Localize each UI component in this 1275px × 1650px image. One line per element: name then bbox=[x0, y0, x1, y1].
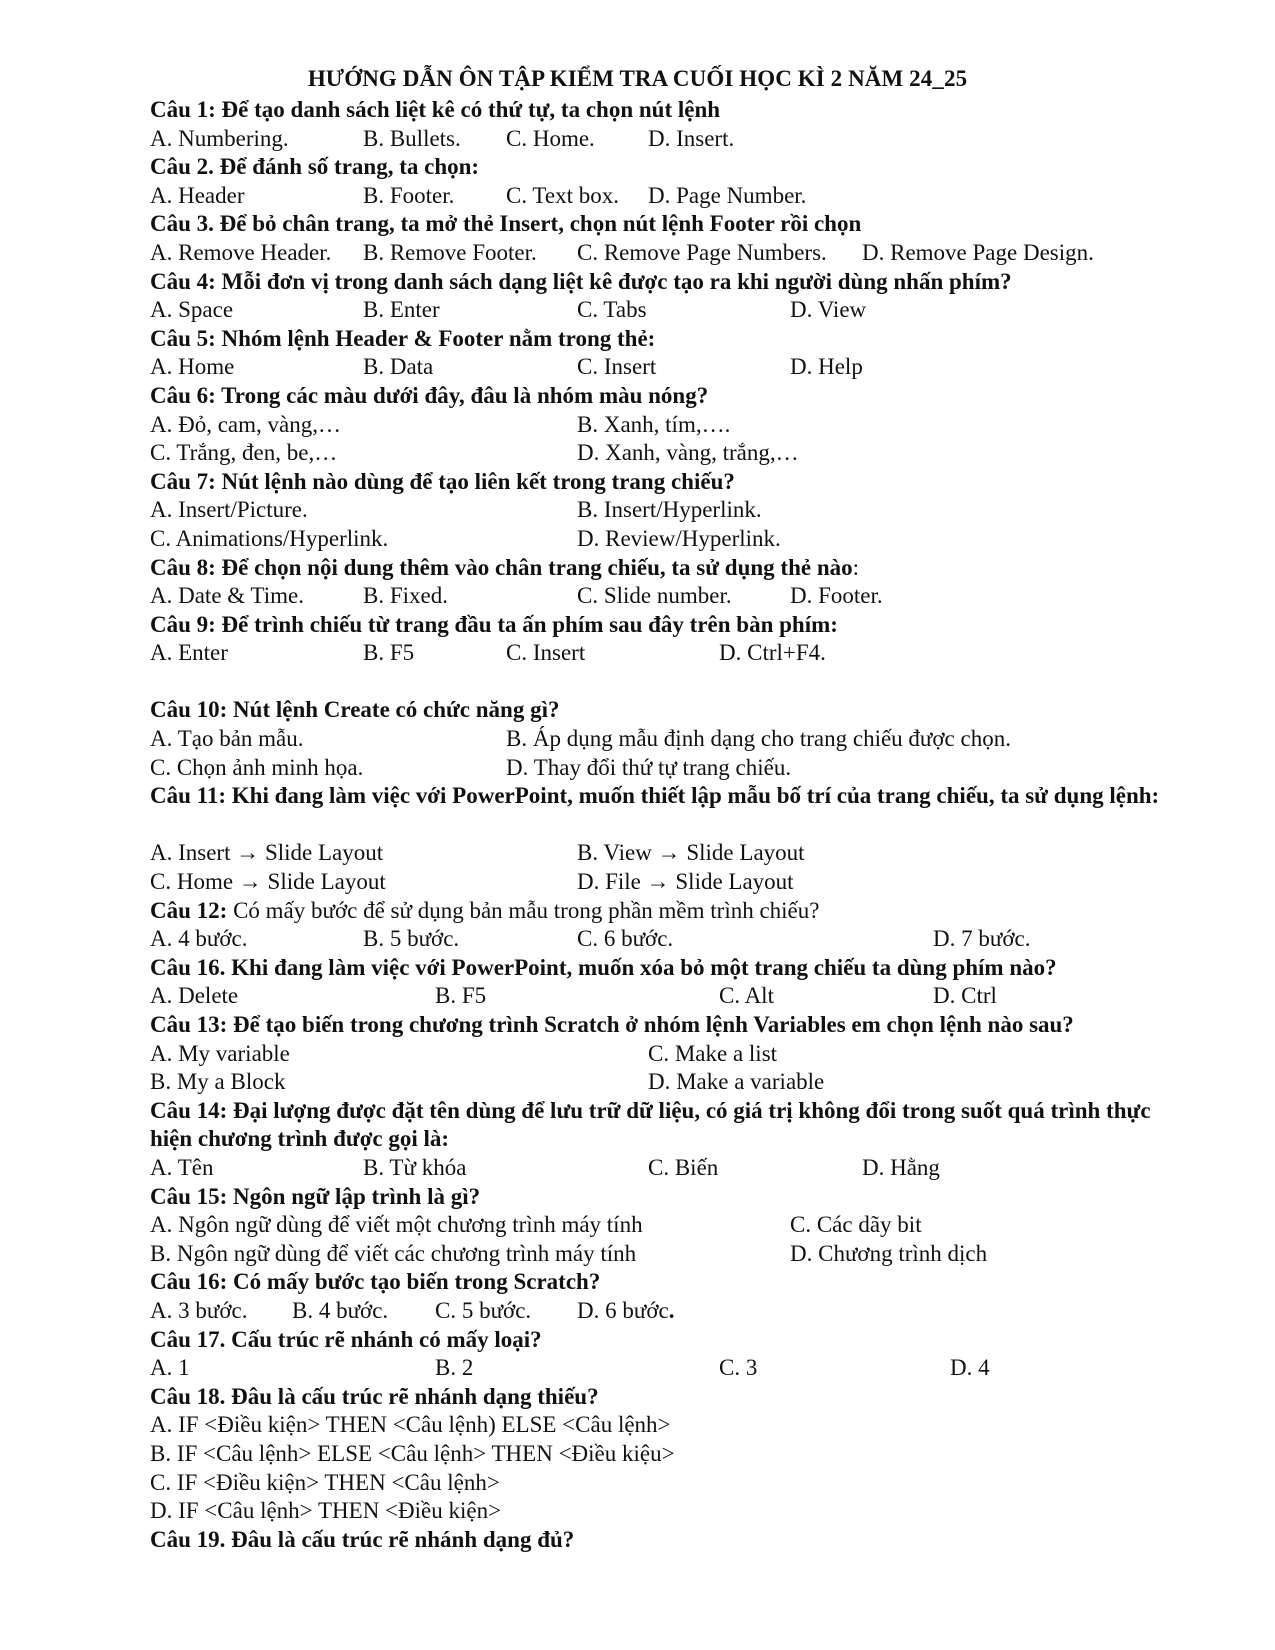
option-d: D. 7 bước. bbox=[933, 926, 1031, 952]
option-b: B. View → Slide Layout bbox=[577, 840, 805, 866]
option-c: C. Make a list bbox=[648, 1040, 778, 1066]
option-c: C. 5 bước. bbox=[435, 1297, 532, 1323]
option-a: A. Đỏ, cam, vàng,… bbox=[150, 411, 341, 437]
question-3: Câu 3. Để bỏ chân trang, ta mở thẻ Insert, chọn nút lệnh Footer rồi chọn bbox=[150, 211, 862, 237]
option-d: D. 4 bbox=[950, 1355, 990, 1381]
question-1-options bbox=[150, 125, 1190, 154]
option-c: C. Biến bbox=[648, 1154, 719, 1180]
option-d: D. Ctrl+F4. bbox=[719, 640, 826, 666]
option-b: B. 4 bước. bbox=[292, 1297, 389, 1323]
option-c: C. Animations/Hyperlink. bbox=[150, 525, 389, 551]
question-9-options bbox=[150, 639, 1190, 668]
option-a: A. Tên bbox=[150, 1154, 214, 1180]
question-13-options-row2 bbox=[150, 1068, 1190, 1097]
question-8-text: Câu 8: Để chọn nội dung thêm vào chân trang chiếu, ta sử dụng thẻ nào bbox=[150, 554, 853, 580]
option-a: A. Insert/Picture. bbox=[150, 497, 308, 523]
option-d: D. Page Number. bbox=[648, 182, 807, 208]
question-16-delete-slide: Câu 16. Khi đang làm việc với PowerPoint, muốn xóa bỏ một trang chiếu ta dùng phím nào? bbox=[150, 954, 1057, 980]
question-13: Câu 13: Để tạo biến trong chương trình Scratch ở nhóm lệnh Variables em chọn lệnh nào sau? bbox=[150, 1012, 1074, 1037]
question-10-options-row2 bbox=[150, 754, 1190, 783]
question-1: Câu 1: Để tạo danh sách liệt kê có thứ tự, ta chọn nút lệnh bbox=[150, 97, 721, 122]
question-15: Câu 15: Ngôn ngữ lập trình là gì? bbox=[150, 1183, 481, 1209]
option-d: D. Xanh, vàng, trắng,… bbox=[577, 440, 799, 466]
question-18: Câu 18. Đâu là cấu trúc rẽ nhánh dạng thiếu? bbox=[150, 1383, 599, 1409]
question-2-options bbox=[150, 182, 1190, 211]
option-c: C. IF <Điều kiện> THEN <Câu lệnh> bbox=[150, 1469, 500, 1495]
option-c: C. Chọn ảnh minh họa. bbox=[150, 754, 364, 780]
question-17: Câu 17. Cấu trúc rẽ nhánh có mấy loại? bbox=[150, 1326, 542, 1352]
question-8-colon: : bbox=[852, 554, 860, 580]
option-d: D. Chương trình dịch bbox=[790, 1240, 988, 1266]
option-a: A. Tạo bản mẫu. bbox=[150, 726, 304, 752]
option-d: D. Review/Hyperlink. bbox=[577, 525, 781, 551]
question-10: Câu 10: Nút lệnh Create có chức năng gì? bbox=[150, 697, 560, 723]
question-16-scratch-variable: Câu 16: Có mấy bước tạo biến trong Scratch? bbox=[150, 1269, 601, 1295]
question-7: Câu 7: Nút lệnh nào dùng để tạo liên kết trong trang chiếu? bbox=[150, 468, 735, 494]
question-8 bbox=[150, 554, 1190, 583]
question-7-options-row2 bbox=[150, 525, 1190, 554]
question-2: Câu 2. Để đánh số trang, ta chọn: bbox=[150, 154, 480, 180]
question-12-text: Có mấy bước để sử dụng bản mẫu trong phần mềm trình chiếu? bbox=[227, 897, 820, 923]
option-b: B. 2 bbox=[435, 1355, 474, 1381]
question-14-options bbox=[150, 1154, 1190, 1183]
question-4: Câu 4: Mỗi đơn vị trong danh sách dạng liệt kê được tạo ra khi người dùng nhấn phím? bbox=[150, 268, 1012, 294]
option-d: D. IF <Câu lệnh> THEN <Điều kiện> bbox=[150, 1498, 502, 1524]
option-d-dot: . bbox=[668, 1297, 675, 1323]
option-a: A. Date & Time. bbox=[150, 583, 304, 609]
option-d: D. Make a variable bbox=[648, 1069, 825, 1095]
option-a: A. Home bbox=[150, 354, 235, 380]
question-4-options bbox=[150, 296, 1190, 325]
option-d: D. Ctrl bbox=[933, 983, 997, 1009]
option-a: A. Remove Header. bbox=[150, 239, 332, 265]
option-c: C. Slide number. bbox=[577, 583, 732, 609]
option-d: D. Footer. bbox=[790, 583, 883, 609]
option-b: B. 5 bước. bbox=[363, 926, 460, 952]
question-13-options-row1 bbox=[150, 1040, 1190, 1069]
option-b: B. Footer. bbox=[363, 182, 455, 208]
option-c: C. Các dãy bit bbox=[790, 1212, 922, 1238]
option-b: B. Ngôn ngữ dùng để viết các chương trình máy tính bbox=[150, 1240, 637, 1266]
option-b: B. Enter bbox=[363, 297, 440, 323]
question-16-scratch-variable-options bbox=[150, 1297, 1190, 1326]
option-c: C. Alt bbox=[719, 983, 774, 1009]
option-c: C. Text box. bbox=[506, 182, 619, 208]
option-c: C. Trắng, đen, be,… bbox=[150, 440, 338, 466]
question-19: Câu 19. Đâu là cấu trúc rẽ nhánh dạng đủ? bbox=[150, 1526, 575, 1552]
option-d: D. File → Slide Layout bbox=[577, 869, 794, 895]
option-a: A. Ngôn ngữ dùng để viết một chương trình máy tính bbox=[150, 1212, 643, 1238]
option-d: D. Thay đổi thứ tự trang chiếu. bbox=[506, 754, 792, 780]
option-c: C. 3 bbox=[719, 1355, 758, 1381]
question-16-delete-slide-options bbox=[150, 982, 1190, 1011]
option-b: B. My a Block bbox=[150, 1069, 286, 1095]
question-17-options bbox=[150, 1354, 1190, 1383]
question-12-options bbox=[150, 925, 1190, 954]
option-c: C. Home. bbox=[506, 125, 595, 151]
question-11-options-row2 bbox=[150, 868, 1190, 897]
option-b: B. Áp dụng mẫu định dạng cho trang chiếu được chọn. bbox=[506, 726, 1011, 752]
question-7-options-row1 bbox=[150, 496, 1190, 525]
option-b: B. Remove Footer. bbox=[363, 239, 537, 265]
option-d: D. Help bbox=[790, 354, 863, 380]
question-9: Câu 9: Để trình chiếu từ trang đầu ta ấn phím sau đây trên bàn phím: bbox=[150, 611, 838, 637]
option-a: A. IF <Điều kiện> THEN <Câu lệnh) ELSE <Câu lệnh> bbox=[150, 1412, 671, 1438]
blank-line bbox=[150, 668, 1190, 697]
option-b: B. Fixed. bbox=[363, 583, 448, 609]
option-b: B. F5 bbox=[363, 640, 415, 666]
option-b: B. Xanh, tím,…. bbox=[577, 411, 731, 437]
option-c: C. Tabs bbox=[577, 297, 647, 323]
question-15-options-row1 bbox=[150, 1211, 1190, 1240]
document-title: HƯỚNG DẪN ÔN TẬP KIỂM TRA CUỐI HỌC KÌ 2 NĂM 24_25 bbox=[307, 66, 968, 91]
question-11: Câu 11: Khi đang làm việc với PowerPoint, muốn thiết lập mẫu bố trí của trang chiếu, ta sử dụng lệnh: bbox=[150, 783, 1160, 809]
question-6-options-row2 bbox=[150, 439, 1190, 468]
option-d: D. Hằng bbox=[862, 1154, 940, 1180]
question-12-number: Câu 12: bbox=[150, 897, 228, 923]
option-a: A. Space bbox=[150, 297, 234, 323]
question-12 bbox=[150, 897, 1190, 926]
question-15-options-row2 bbox=[150, 1240, 1190, 1269]
option-a: A. 1 bbox=[150, 1355, 190, 1381]
question-11-options-row1 bbox=[150, 839, 1190, 868]
option-c: C. Home → Slide Layout bbox=[150, 869, 386, 895]
option-d-text: D. 6 bước bbox=[577, 1297, 669, 1323]
option-d: D. Remove Page Design. bbox=[862, 239, 1094, 265]
option-a: A. Header bbox=[150, 182, 245, 208]
option-c: C. Insert bbox=[577, 354, 657, 380]
option-b: B. Từ khóa bbox=[363, 1154, 467, 1180]
question-6-options-row1 bbox=[150, 411, 1190, 440]
question-14: Câu 14: Đại lượng được đặt tên dùng để lưu trữ dữ liệu, có giá trị không đổi trong suốt quá trình thực hiện chương trình được gọi là: bbox=[150, 1097, 1151, 1152]
option-c: C. Remove Page Numbers. bbox=[577, 239, 827, 265]
question-6: Câu 6: Trong các màu dưới đây, đâu là nhóm màu nóng? bbox=[150, 382, 709, 408]
option-a: A. Numbering. bbox=[150, 125, 289, 151]
option-b: B. Bullets. bbox=[363, 125, 461, 151]
option-d: D. View bbox=[790, 297, 867, 323]
option-b: B. Insert/Hyperlink. bbox=[577, 497, 762, 523]
option-b: B. Data bbox=[363, 354, 434, 380]
question-5-options bbox=[150, 353, 1190, 382]
option-b: B. IF <Câu lệnh> ELSE <Câu lệnh> THEN <Điều kiệu> bbox=[150, 1440, 675, 1466]
option-a: A. Insert → Slide Layout bbox=[150, 840, 384, 866]
option-d: D. Insert. bbox=[648, 125, 735, 151]
option-c: C. Insert bbox=[506, 640, 586, 666]
option-a: A. Enter bbox=[150, 640, 228, 666]
question-3-options bbox=[150, 239, 1190, 268]
option-c: C. 6 bước. bbox=[577, 926, 674, 952]
option-d bbox=[577, 1297, 674, 1326]
option-a: A. 4 bước. bbox=[150, 926, 248, 952]
option-b: B. F5 bbox=[435, 983, 487, 1009]
question-8-options bbox=[150, 582, 1190, 611]
question-list bbox=[150, 96, 1190, 1554]
question-5: Câu 5: Nhóm lệnh Header & Footer nằm trong thẻ: bbox=[150, 325, 656, 351]
option-a: A. My variable bbox=[150, 1040, 290, 1066]
option-a: A. Delete bbox=[150, 983, 239, 1009]
option-a: A. 3 bước. bbox=[150, 1297, 248, 1323]
question-10-options-row1 bbox=[150, 725, 1190, 754]
